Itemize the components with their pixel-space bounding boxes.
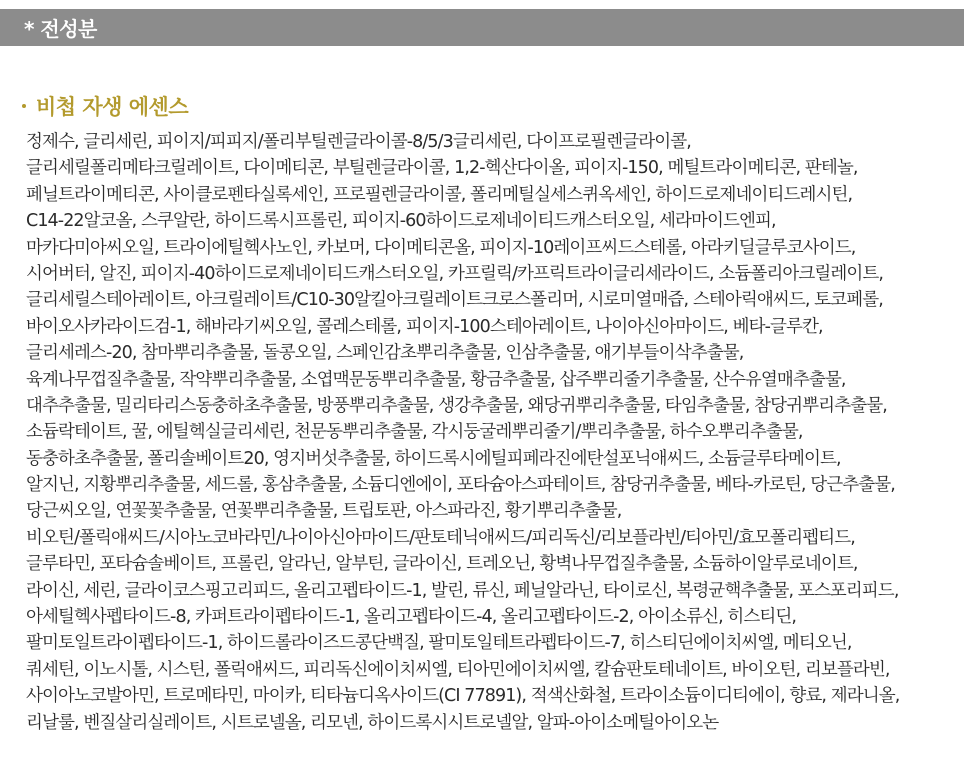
ingredient-line: 소듐락테이트, 꿀, 에틸헥실글리세린, 천문동뿌리추출물, 각시둥굴레뿌리줄기/뿌리추출물, 하수오뿌리추출물,: [26, 422, 803, 443]
ingredient-line: 비오틴/폴릭애씨드/시아노코바라민/나이아신아마이드/판토테닉애씨드/피리독신/리보플라빈/티아민/효모폴리펩티드,: [26, 527, 855, 548]
ingredient-line: 팔미토일트라이펩타이드-1, 하이드롤라이즈드콩단백질, 팔미토일테트라펩타이드-7, 히스티딘에이치씨엘, 메티오닌,: [26, 633, 852, 654]
ingredient-line: 동충하초추출물, 폴리솔베이트20, 영지버섯추출물, 하이드록시에틸피페라진에탄설포닉애씨드, 소듐글루타메이트,: [26, 448, 841, 469]
section-header-bar: [0, 9, 964, 46]
ingredient-line: 마카다미아씨오일, 트라이에틸헥사노인, 카보머, 다이메티콘올, 피이지-10레이프씨드스테롤, 아라키딜글루코사이드,: [26, 237, 856, 258]
ingredient-line: 바이오사카라이드검-1, 해바라기씨오일, 콜레스테롤, 피이지-100스테아레이트, 나이아신아마이드, 베타-글루칸,: [26, 316, 823, 337]
section-header-title: * 전성분: [24, 17, 97, 41]
ingredient-line: 시어버터, 알진, 피이지-40하이드로제네이티드캐스터오일, 카프릴릭/카프릭트라이글리세라이드, 소듐폴리아크릴레이트,: [26, 263, 884, 284]
ingredient-line: 페닐트라이메티콘, 사이클로펜타실록세인, 프로필렌글라이콜, 폴리메틸실세스퀴옥세인, 하이드로제네이티드레시틴,: [26, 184, 853, 205]
ingredient-line: 정제수, 글리세린, 피이지/피피지/폴리부틸렌글라이콜-8/5/3글리세린, 다이프로필렌글라이콜,: [26, 132, 691, 152]
ingredient-list: [26, 129, 956, 736]
ingredient-line: 글리세레스-20, 참마뿌리추출물, 돌콩오일, 스페인감초뿌리추출물, 인삼추출물, 애기부들이삭추출물,: [26, 343, 744, 364]
bullet-dot-icon: [22, 104, 26, 108]
ingredient-line: 라이신, 세린, 글라이코스핑고리피드, 올리고펩타이드-1, 발린, 류신, 페닐알라닌, 타이로신, 복령균핵추출물, 포스포리피드,: [26, 580, 899, 601]
ingredient-line: 글루타민, 포타슘솔베이트, 프롤린, 알라닌, 알부틴, 글라이신, 트레오닌, 황벽나무껍질추출물, 소듐하이알루로네이트,: [26, 554, 858, 575]
ingredient-line: C14-22알코올, 스쿠알란, 하이드록시프롤린, 피이지-60하이드로제네이티드캐스터오일, 세라마이드엔피,: [26, 211, 776, 232]
ingredient-line: 쿼세틴, 이노시톨, 시스틴, 폴릭애씨드, 피리독신에이치씨엘, 티아민에이치씨엘, 칼슘판토테네이트, 바이오틴, 리보플라빈,: [26, 659, 890, 680]
ingredient-line: 아세틸헥사펩타이드-8, 카퍼트라이펩타이드-1, 올리고펩타이드-4, 올리고펩타이드-2, 아이소류신, 히스티딘,: [26, 607, 797, 628]
ingredient-line: 대추추출물, 밀리타리스동충하초추출물, 방풍뿌리추출물, 생강추출물, 왜당귀뿌리추출물, 타임추출물, 참당귀뿌리추출물,: [26, 395, 887, 416]
ingredient-line: 글리세릴폴리메타크릴레이트, 다이메티콘, 부틸렌글라이콜, 1,2-헥산다이올, 피이지-150, 메틸트라이메티콘, 판테놀,: [26, 158, 858, 179]
product-heading: [22, 91, 188, 121]
product-name: 비첩 자생 에센스: [36, 95, 189, 119]
ingredient-line: 글리세릴스테아레이트, 아크릴레이트/C10-30알킬아크릴레이트크로스폴리머, 시로미열매즙, 스테아릭애씨드, 토코페롤,: [26, 290, 883, 311]
ingredient-line: 육계나무껍질추출물, 작약뿌리추출물, 소엽맥문동뿌리추출물, 황금추출물, 삽주뿌리줄기추출물, 산수유열매추출물,: [26, 369, 846, 390]
ingredient-line: 당근씨오일, 연꽃꽃추출물, 연꽃뿌리추출물, 트립토판, 아스파라진, 황기뿌리추출물,: [26, 501, 622, 522]
ingredient-line: 사이아노코발아민, 트로메타민, 마이카, 티타늄디옥사이드(CI 77891), 적색산화철, 트라이소듐이디티에이, 향료, 제라니올,: [26, 686, 900, 707]
ingredient-line: 리날룰, 벤질살리실레이트, 시트로넬올, 리모넨, 하이드록시시트로넬알, 알파-아이소메틸아이오논: [26, 712, 719, 733]
ingredient-line: 알지닌, 지황뿌리추출물, 세드롤, 홍삼추출물, 소듐디엔에이, 포타슘아스파테이트, 참당귀추출물, 베타-카로틴, 당근추출물,: [26, 475, 895, 496]
